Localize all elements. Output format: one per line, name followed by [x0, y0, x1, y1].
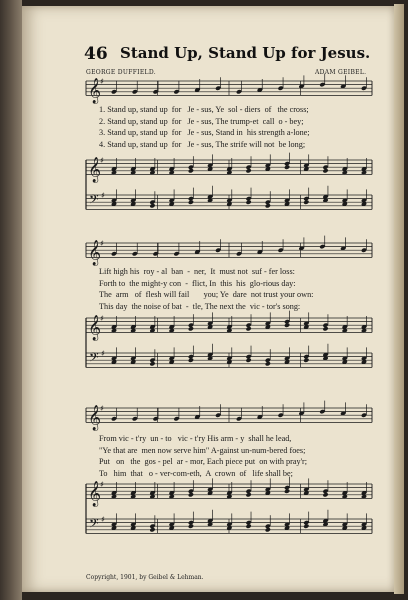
notehead — [188, 358, 194, 363]
key-signature-sharp-icon: ♯ — [100, 479, 104, 489]
notehead — [322, 168, 328, 173]
key-signature-sharp-icon: ♯ — [100, 76, 104, 86]
words-attribution: GEORGE DUFFIELD. — [86, 69, 156, 76]
notehead — [149, 527, 155, 532]
hymn-title: Stand Up, Stand Up for Jesus. — [120, 44, 371, 62]
verse-line: To him that o - ver-com-eth, A crown of life shall be; — [99, 468, 293, 478]
treble-clef-icon: 𝄞 — [88, 240, 102, 266]
verse-line: The arm of flesh will fail you; Ye dare not trust your own: — [99, 290, 314, 299]
notehead — [284, 323, 290, 328]
music-attribution: ADAM GEIBEL. — [315, 69, 367, 76]
notehead — [246, 524, 252, 529]
notehead — [188, 492, 194, 497]
copyright-notice: Copyright, 1901, by Geibel & Lehman. — [86, 574, 204, 581]
notehead — [246, 168, 252, 173]
notehead — [265, 203, 271, 208]
notehead — [188, 168, 194, 173]
treble-clef-icon: 𝄞 — [88, 405, 102, 431]
notehead — [246, 358, 252, 363]
notehead — [303, 200, 309, 205]
bass-clef-icon: 𝄢 — [89, 349, 99, 368]
notehead — [246, 200, 252, 205]
verse-block-3 — [99, 433, 379, 479]
notehead — [303, 524, 309, 529]
notehead — [322, 326, 328, 331]
notehead — [284, 489, 290, 494]
notehead — [149, 361, 155, 366]
verse-line: This day the noise of bat - tle, The next the vic - tor's song: — [99, 301, 301, 311]
treble-clef-icon: 𝄞 — [88, 78, 102, 104]
key-signature-sharp-icon: ♯ — [101, 514, 105, 524]
notehead — [303, 358, 309, 363]
notehead — [149, 203, 155, 208]
verse-line: 2. Stand up, stand up for Je - sus, The trump-et call o - bey; — [99, 116, 304, 126]
notehead — [265, 361, 271, 366]
key-signature-sharp-icon: ♯ — [100, 403, 104, 413]
notehead — [246, 326, 252, 331]
key-signature-sharp-icon: ♯ — [100, 238, 104, 248]
treble-clef-icon: 𝄞 — [88, 481, 102, 507]
verse-line: Put on the gos - pel ar - mor, Each piece put on with pray'r; — [99, 457, 308, 466]
notehead — [188, 200, 194, 205]
hymn-number: 46 — [84, 44, 108, 64]
verse-line: Lift high his roy - al ban - ner, It must not suf - fer loss: — [99, 267, 295, 276]
key-signature-sharp-icon: ♯ — [101, 190, 105, 200]
treble-clef-icon: 𝄞 — [88, 157, 102, 183]
verse-block-2 — [99, 266, 379, 312]
notehead — [188, 524, 194, 529]
notehead — [246, 492, 252, 497]
bass-clef-icon: 𝄢 — [89, 191, 99, 210]
key-signature-sharp-icon: ♯ — [100, 155, 104, 165]
verse-line: 1. Stand up, stand up for Je - sus, Ye sol - diers of the cross; — [99, 105, 309, 114]
key-signature-sharp-icon: ♯ — [101, 348, 105, 358]
notehead — [284, 165, 290, 170]
key-signature-sharp-icon: ♯ — [100, 313, 104, 323]
notehead — [322, 492, 328, 497]
bass-clef-icon: 𝄢 — [89, 515, 99, 534]
notehead — [188, 326, 194, 331]
verse-block-1 — [99, 104, 379, 150]
verse-line: "Ye that are men now serve him" A-gainst un-num-bered foes; — [99, 445, 306, 455]
notehead — [265, 527, 271, 532]
verse-line: 4. Stand up, stand up for Je - sus, The strife will not be long; — [99, 139, 306, 149]
verse-line: Forth to the might-y con - flict, In this his glo-rious day: — [99, 278, 296, 288]
treble-clef-icon: 𝄞 — [88, 315, 102, 341]
verse-line: From vic - t'ry un - to vic - t'ry His arm - y shall he lead, — [99, 434, 292, 443]
verse-line: 3. Stand up, stand up for Je - sus, Stand in his strength a-lone; — [99, 128, 310, 137]
